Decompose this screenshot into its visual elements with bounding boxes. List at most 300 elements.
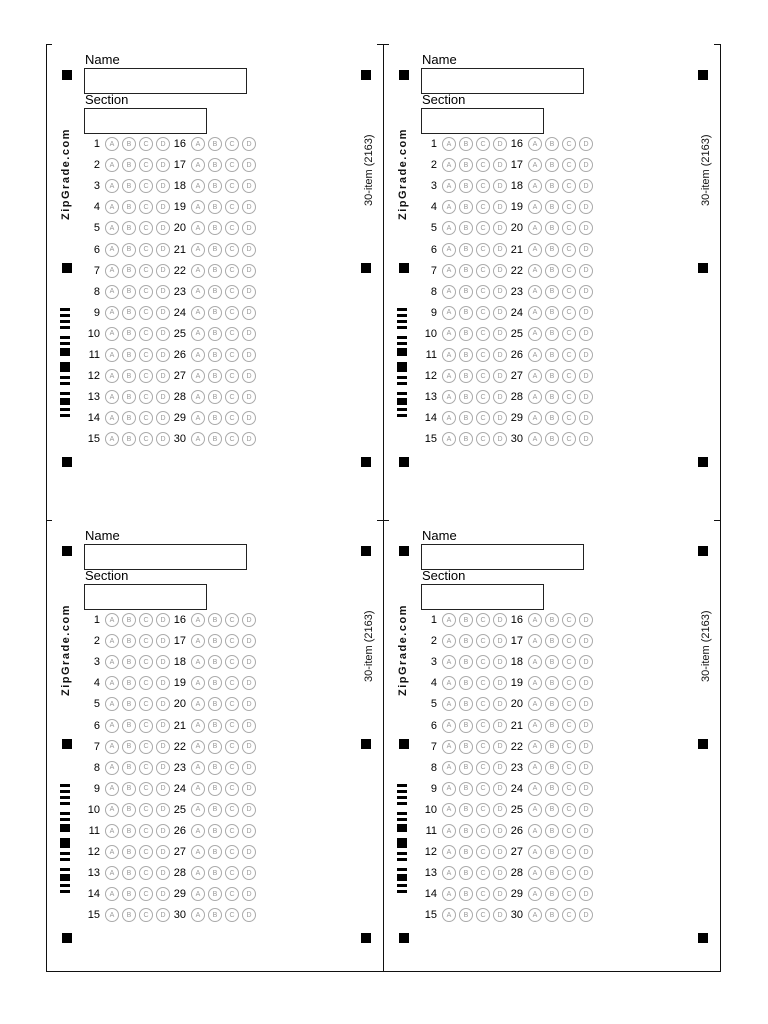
answer-bubble[interactable]: D: [156, 137, 170, 151]
answer-bubble[interactable]: B: [459, 390, 473, 404]
answer-bubble[interactable]: D: [493, 411, 507, 425]
answer-bubble[interactable]: C: [225, 634, 239, 648]
answer-bubble[interactable]: A: [442, 866, 456, 880]
answer-bubble[interactable]: A: [191, 887, 205, 901]
answer-bubble[interactable]: A: [105, 432, 119, 446]
answer-bubble[interactable]: C: [139, 824, 153, 838]
answer-bubble[interactable]: D: [493, 613, 507, 627]
answer-bubble[interactable]: D: [579, 634, 593, 648]
answer-bubble[interactable]: A: [442, 264, 456, 278]
answer-bubble[interactable]: B: [122, 221, 136, 235]
answer-bubble[interactable]: A: [191, 803, 205, 817]
answer-bubble[interactable]: A: [191, 613, 205, 627]
answer-bubble[interactable]: A: [191, 845, 205, 859]
answer-bubble[interactable]: A: [528, 306, 542, 320]
answer-bubble[interactable]: B: [122, 306, 136, 320]
answer-bubble[interactable]: D: [493, 676, 507, 690]
answer-bubble[interactable]: C: [225, 655, 239, 669]
answer-bubble[interactable]: C: [476, 243, 490, 257]
answer-bubble[interactable]: B: [122, 285, 136, 299]
answer-bubble[interactable]: B: [459, 369, 473, 383]
answer-bubble[interactable]: C: [562, 824, 576, 838]
answer-bubble[interactable]: D: [156, 348, 170, 362]
answer-bubble[interactable]: C: [139, 411, 153, 425]
answer-bubble[interactable]: C: [562, 158, 576, 172]
answer-bubble[interactable]: A: [105, 411, 119, 425]
answer-bubble[interactable]: D: [156, 411, 170, 425]
answer-bubble[interactable]: B: [459, 200, 473, 214]
answer-bubble[interactable]: A: [528, 285, 542, 299]
answer-bubble[interactable]: C: [139, 369, 153, 383]
answer-bubble[interactable]: D: [156, 327, 170, 341]
answer-bubble[interactable]: D: [493, 348, 507, 362]
answer-bubble[interactable]: C: [139, 887, 153, 901]
answer-bubble[interactable]: B: [545, 803, 559, 817]
answer-bubble[interactable]: D: [156, 845, 170, 859]
answer-bubble[interactable]: B: [545, 327, 559, 341]
answer-bubble[interactable]: A: [105, 887, 119, 901]
answer-bubble[interactable]: B: [208, 221, 222, 235]
answer-bubble[interactable]: A: [191, 200, 205, 214]
answer-bubble[interactable]: C: [225, 845, 239, 859]
answer-bubble[interactable]: D: [579, 390, 593, 404]
answer-bubble[interactable]: D: [156, 676, 170, 690]
answer-bubble[interactable]: B: [459, 803, 473, 817]
answer-bubble[interactable]: C: [562, 137, 576, 151]
answer-bubble[interactable]: C: [562, 306, 576, 320]
answer-bubble[interactable]: D: [493, 200, 507, 214]
answer-bubble[interactable]: D: [579, 137, 593, 151]
answer-bubble[interactable]: C: [476, 411, 490, 425]
answer-bubble[interactable]: A: [528, 179, 542, 193]
answer-bubble[interactable]: B: [122, 697, 136, 711]
answer-bubble[interactable]: B: [545, 369, 559, 383]
answer-bubble[interactable]: C: [139, 348, 153, 362]
answer-bubble[interactable]: A: [442, 327, 456, 341]
answer-bubble[interactable]: A: [191, 697, 205, 711]
answer-bubble[interactable]: B: [208, 803, 222, 817]
answer-bubble[interactable]: B: [122, 432, 136, 446]
answer-bubble[interactable]: D: [156, 306, 170, 320]
answer-bubble[interactable]: C: [476, 221, 490, 235]
answer-bubble[interactable]: B: [122, 613, 136, 627]
answer-bubble[interactable]: A: [191, 243, 205, 257]
answer-bubble[interactable]: C: [225, 200, 239, 214]
answer-bubble[interactable]: B: [122, 908, 136, 922]
answer-bubble[interactable]: D: [493, 866, 507, 880]
answer-bubble[interactable]: C: [225, 285, 239, 299]
answer-bubble[interactable]: C: [139, 613, 153, 627]
answer-bubble[interactable]: B: [208, 634, 222, 648]
answer-bubble[interactable]: A: [442, 697, 456, 711]
answer-bubble[interactable]: C: [225, 306, 239, 320]
answer-bubble[interactable]: A: [528, 740, 542, 754]
answer-bubble[interactable]: C: [225, 390, 239, 404]
answer-bubble[interactable]: A: [528, 369, 542, 383]
answer-bubble[interactable]: B: [545, 634, 559, 648]
answer-bubble[interactable]: B: [122, 369, 136, 383]
answer-bubble[interactable]: C: [562, 845, 576, 859]
answer-bubble[interactable]: B: [459, 634, 473, 648]
answer-bubble[interactable]: D: [156, 221, 170, 235]
answer-bubble[interactable]: A: [105, 824, 119, 838]
answer-bubble[interactable]: B: [459, 411, 473, 425]
answer-bubble[interactable]: D: [242, 137, 256, 151]
answer-bubble[interactable]: B: [459, 782, 473, 796]
answer-bubble[interactable]: D: [242, 158, 256, 172]
answer-bubble[interactable]: C: [562, 761, 576, 775]
answer-bubble[interactable]: B: [545, 137, 559, 151]
answer-bubble[interactable]: A: [528, 803, 542, 817]
answer-bubble[interactable]: B: [208, 348, 222, 362]
answer-bubble[interactable]: C: [225, 327, 239, 341]
answer-bubble[interactable]: D: [156, 243, 170, 257]
answer-bubble[interactable]: B: [545, 845, 559, 859]
answer-bubble[interactable]: D: [579, 887, 593, 901]
answer-bubble[interactable]: C: [225, 348, 239, 362]
answer-bubble[interactable]: C: [562, 887, 576, 901]
answer-bubble[interactable]: B: [459, 887, 473, 901]
answer-bubble[interactable]: D: [156, 158, 170, 172]
answer-bubble[interactable]: C: [476, 782, 490, 796]
answer-bubble[interactable]: D: [579, 200, 593, 214]
answer-bubble[interactable]: D: [493, 634, 507, 648]
answer-bubble[interactable]: D: [579, 803, 593, 817]
answer-bubble[interactable]: D: [579, 908, 593, 922]
answer-bubble[interactable]: C: [139, 782, 153, 796]
answer-bubble[interactable]: A: [191, 655, 205, 669]
answer-bubble[interactable]: A: [528, 634, 542, 648]
answer-bubble[interactable]: C: [225, 719, 239, 733]
answer-bubble[interactable]: D: [493, 137, 507, 151]
answer-bubble[interactable]: B: [208, 866, 222, 880]
answer-bubble[interactable]: C: [562, 740, 576, 754]
answer-bubble[interactable]: C: [562, 782, 576, 796]
answer-bubble[interactable]: A: [105, 200, 119, 214]
answer-bubble[interactable]: B: [122, 676, 136, 690]
answer-bubble[interactable]: D: [493, 179, 507, 193]
answer-bubble[interactable]: C: [139, 697, 153, 711]
answer-bubble[interactable]: A: [105, 697, 119, 711]
answer-bubble[interactable]: C: [139, 740, 153, 754]
answer-bubble[interactable]: C: [562, 697, 576, 711]
answer-bubble[interactable]: A: [105, 179, 119, 193]
answer-bubble[interactable]: D: [156, 782, 170, 796]
answer-bubble[interactable]: C: [139, 264, 153, 278]
answer-bubble[interactable]: A: [442, 824, 456, 838]
answer-bubble[interactable]: A: [528, 390, 542, 404]
answer-bubble[interactable]: C: [476, 761, 490, 775]
answer-bubble[interactable]: B: [545, 824, 559, 838]
answer-bubble[interactable]: A: [528, 655, 542, 669]
answer-bubble[interactable]: D: [242, 655, 256, 669]
answer-bubble[interactable]: A: [442, 306, 456, 320]
answer-bubble[interactable]: A: [442, 887, 456, 901]
answer-bubble[interactable]: A: [105, 221, 119, 235]
answer-bubble[interactable]: B: [459, 306, 473, 320]
answer-bubble[interactable]: B: [545, 697, 559, 711]
answer-bubble[interactable]: A: [191, 179, 205, 193]
answer-bubble[interactable]: D: [579, 613, 593, 627]
answer-bubble[interactable]: B: [208, 411, 222, 425]
answer-bubble[interactable]: A: [528, 866, 542, 880]
answer-bubble[interactable]: C: [139, 803, 153, 817]
answer-bubble[interactable]: D: [242, 634, 256, 648]
answer-bubble[interactable]: A: [105, 348, 119, 362]
answer-bubble[interactable]: D: [156, 803, 170, 817]
answer-bubble[interactable]: A: [191, 221, 205, 235]
answer-bubble[interactable]: A: [528, 824, 542, 838]
answer-bubble[interactable]: A: [105, 740, 119, 754]
answer-bubble[interactable]: C: [225, 740, 239, 754]
answer-bubble[interactable]: A: [442, 655, 456, 669]
answer-bubble[interactable]: A: [191, 390, 205, 404]
answer-bubble[interactable]: D: [493, 908, 507, 922]
answer-bubble[interactable]: C: [562, 655, 576, 669]
answer-bubble[interactable]: A: [191, 158, 205, 172]
answer-bubble[interactable]: D: [493, 285, 507, 299]
answer-bubble[interactable]: A: [442, 845, 456, 859]
answer-bubble[interactable]: D: [493, 306, 507, 320]
answer-bubble[interactable]: D: [156, 369, 170, 383]
answer-bubble[interactable]: D: [579, 411, 593, 425]
answer-bubble[interactable]: D: [579, 761, 593, 775]
answer-bubble[interactable]: B: [459, 613, 473, 627]
answer-bubble[interactable]: A: [191, 866, 205, 880]
answer-bubble[interactable]: A: [105, 285, 119, 299]
answer-bubble[interactable]: D: [493, 782, 507, 796]
answer-bubble[interactable]: C: [225, 803, 239, 817]
answer-bubble[interactable]: A: [105, 264, 119, 278]
answer-bubble[interactable]: A: [191, 782, 205, 796]
section-field[interactable]: [421, 584, 544, 610]
answer-bubble[interactable]: D: [493, 655, 507, 669]
answer-bubble[interactable]: B: [208, 306, 222, 320]
answer-bubble[interactable]: A: [191, 634, 205, 648]
answer-bubble[interactable]: A: [105, 634, 119, 648]
answer-bubble[interactable]: C: [139, 327, 153, 341]
answer-bubble[interactable]: A: [442, 179, 456, 193]
answer-bubble[interactable]: B: [545, 676, 559, 690]
answer-bubble[interactable]: C: [476, 655, 490, 669]
answer-bubble[interactable]: A: [442, 137, 456, 151]
answer-bubble[interactable]: C: [225, 908, 239, 922]
answer-bubble[interactable]: B: [459, 676, 473, 690]
answer-bubble[interactable]: D: [493, 158, 507, 172]
answer-bubble[interactable]: B: [459, 158, 473, 172]
answer-bubble[interactable]: A: [191, 740, 205, 754]
answer-bubble[interactable]: D: [156, 866, 170, 880]
answer-bubble[interactable]: D: [493, 390, 507, 404]
answer-bubble[interactable]: B: [459, 137, 473, 151]
answer-bubble[interactable]: A: [191, 137, 205, 151]
answer-bubble[interactable]: A: [105, 908, 119, 922]
answer-bubble[interactable]: D: [493, 432, 507, 446]
answer-bubble[interactable]: C: [139, 655, 153, 669]
answer-bubble[interactable]: B: [545, 179, 559, 193]
answer-bubble[interactable]: B: [545, 200, 559, 214]
answer-bubble[interactable]: C: [225, 179, 239, 193]
answer-bubble[interactable]: C: [476, 676, 490, 690]
answer-bubble[interactable]: D: [579, 432, 593, 446]
answer-bubble[interactable]: C: [562, 390, 576, 404]
answer-bubble[interactable]: A: [105, 782, 119, 796]
answer-bubble[interactable]: A: [528, 761, 542, 775]
answer-bubble[interactable]: B: [545, 782, 559, 796]
answer-bubble[interactable]: B: [122, 137, 136, 151]
answer-bubble[interactable]: B: [208, 719, 222, 733]
answer-bubble[interactable]: D: [156, 908, 170, 922]
answer-bubble[interactable]: C: [476, 200, 490, 214]
answer-bubble[interactable]: B: [208, 824, 222, 838]
answer-bubble[interactable]: D: [156, 740, 170, 754]
name-field[interactable]: [421, 544, 584, 570]
answer-bubble[interactable]: C: [476, 697, 490, 711]
answer-bubble[interactable]: C: [139, 676, 153, 690]
answer-bubble[interactable]: B: [545, 411, 559, 425]
answer-bubble[interactable]: B: [459, 179, 473, 193]
answer-bubble[interactable]: D: [156, 719, 170, 733]
answer-bubble[interactable]: C: [476, 369, 490, 383]
answer-bubble[interactable]: C: [139, 761, 153, 775]
answer-bubble[interactable]: A: [528, 243, 542, 257]
answer-bubble[interactable]: D: [579, 740, 593, 754]
answer-bubble[interactable]: D: [242, 285, 256, 299]
answer-bubble[interactable]: D: [156, 887, 170, 901]
answer-bubble[interactable]: A: [442, 158, 456, 172]
answer-bubble[interactable]: A: [191, 908, 205, 922]
answer-bubble[interactable]: A: [105, 613, 119, 627]
answer-bubble[interactable]: B: [122, 243, 136, 257]
answer-bubble[interactable]: B: [459, 243, 473, 257]
answer-bubble[interactable]: D: [579, 327, 593, 341]
answer-bubble[interactable]: D: [579, 782, 593, 796]
answer-bubble[interactable]: C: [476, 348, 490, 362]
answer-bubble[interactable]: A: [442, 369, 456, 383]
answer-bubble[interactable]: B: [122, 761, 136, 775]
answer-bubble[interactable]: B: [208, 369, 222, 383]
answer-bubble[interactable]: D: [156, 761, 170, 775]
answer-bubble[interactable]: C: [225, 137, 239, 151]
answer-bubble[interactable]: D: [579, 285, 593, 299]
answer-bubble[interactable]: B: [545, 613, 559, 627]
answer-bubble[interactable]: B: [459, 348, 473, 362]
answer-bubble[interactable]: C: [225, 866, 239, 880]
answer-bubble[interactable]: C: [139, 158, 153, 172]
answer-bubble[interactable]: B: [208, 908, 222, 922]
answer-bubble[interactable]: A: [191, 327, 205, 341]
answer-bubble[interactable]: D: [493, 221, 507, 235]
answer-bubble[interactable]: B: [208, 390, 222, 404]
answer-bubble[interactable]: B: [208, 613, 222, 627]
answer-bubble[interactable]: A: [528, 676, 542, 690]
answer-bubble[interactable]: D: [242, 200, 256, 214]
answer-bubble[interactable]: C: [476, 158, 490, 172]
answer-bubble[interactable]: A: [442, 719, 456, 733]
answer-bubble[interactable]: A: [442, 908, 456, 922]
answer-bubble[interactable]: C: [476, 327, 490, 341]
answer-bubble[interactable]: A: [191, 676, 205, 690]
answer-bubble[interactable]: A: [528, 221, 542, 235]
answer-bubble[interactable]: D: [242, 782, 256, 796]
answer-bubble[interactable]: B: [459, 221, 473, 235]
answer-bubble[interactable]: B: [208, 740, 222, 754]
answer-bubble[interactable]: D: [242, 803, 256, 817]
answer-bubble[interactable]: B: [545, 761, 559, 775]
answer-bubble[interactable]: B: [459, 845, 473, 859]
answer-bubble[interactable]: A: [105, 369, 119, 383]
answer-bubble[interactable]: A: [191, 411, 205, 425]
answer-bubble[interactable]: D: [242, 740, 256, 754]
answer-bubble[interactable]: D: [493, 243, 507, 257]
answer-bubble[interactable]: D: [156, 634, 170, 648]
answer-bubble[interactable]: C: [225, 761, 239, 775]
answer-bubble[interactable]: D: [242, 327, 256, 341]
answer-bubble[interactable]: D: [242, 411, 256, 425]
answer-bubble[interactable]: A: [442, 348, 456, 362]
answer-bubble[interactable]: A: [105, 761, 119, 775]
answer-bubble[interactable]: C: [225, 432, 239, 446]
answer-bubble[interactable]: D: [242, 845, 256, 859]
answer-bubble[interactable]: A: [528, 697, 542, 711]
answer-bubble[interactable]: B: [208, 179, 222, 193]
answer-bubble[interactable]: C: [139, 634, 153, 648]
answer-bubble[interactable]: C: [562, 676, 576, 690]
answer-bubble[interactable]: C: [225, 264, 239, 278]
answer-bubble[interactable]: D: [242, 887, 256, 901]
name-field[interactable]: [84, 68, 247, 94]
answer-bubble[interactable]: C: [139, 179, 153, 193]
answer-bubble[interactable]: D: [242, 221, 256, 235]
answer-bubble[interactable]: C: [476, 719, 490, 733]
answer-bubble[interactable]: D: [156, 613, 170, 627]
answer-bubble[interactable]: C: [476, 306, 490, 320]
answer-bubble[interactable]: A: [442, 200, 456, 214]
answer-bubble[interactable]: D: [242, 824, 256, 838]
answer-bubble[interactable]: D: [156, 655, 170, 669]
answer-bubble[interactable]: B: [208, 782, 222, 796]
answer-bubble[interactable]: A: [442, 676, 456, 690]
answer-bubble[interactable]: C: [476, 137, 490, 151]
answer-bubble[interactable]: B: [545, 306, 559, 320]
answer-bubble[interactable]: B: [545, 740, 559, 754]
answer-bubble[interactable]: C: [139, 908, 153, 922]
answer-bubble[interactable]: B: [122, 824, 136, 838]
answer-bubble[interactable]: D: [242, 390, 256, 404]
answer-bubble[interactable]: A: [105, 866, 119, 880]
answer-bubble[interactable]: C: [562, 200, 576, 214]
answer-bubble[interactable]: D: [579, 719, 593, 733]
answer-bubble[interactable]: D: [156, 697, 170, 711]
answer-bubble[interactable]: B: [459, 655, 473, 669]
answer-bubble[interactable]: D: [242, 697, 256, 711]
answer-bubble[interactable]: C: [225, 824, 239, 838]
answer-bubble[interactable]: B: [459, 761, 473, 775]
answer-bubble[interactable]: A: [442, 411, 456, 425]
answer-bubble[interactable]: B: [459, 908, 473, 922]
answer-bubble[interactable]: A: [191, 369, 205, 383]
answer-bubble[interactable]: B: [459, 285, 473, 299]
answer-bubble[interactable]: B: [545, 887, 559, 901]
answer-bubble[interactable]: C: [476, 845, 490, 859]
answer-bubble[interactable]: A: [442, 285, 456, 299]
answer-bubble[interactable]: C: [139, 866, 153, 880]
answer-bubble[interactable]: D: [579, 369, 593, 383]
answer-bubble[interactable]: B: [459, 719, 473, 733]
answer-bubble[interactable]: B: [208, 432, 222, 446]
answer-bubble[interactable]: C: [225, 411, 239, 425]
answer-bubble[interactable]: C: [562, 432, 576, 446]
